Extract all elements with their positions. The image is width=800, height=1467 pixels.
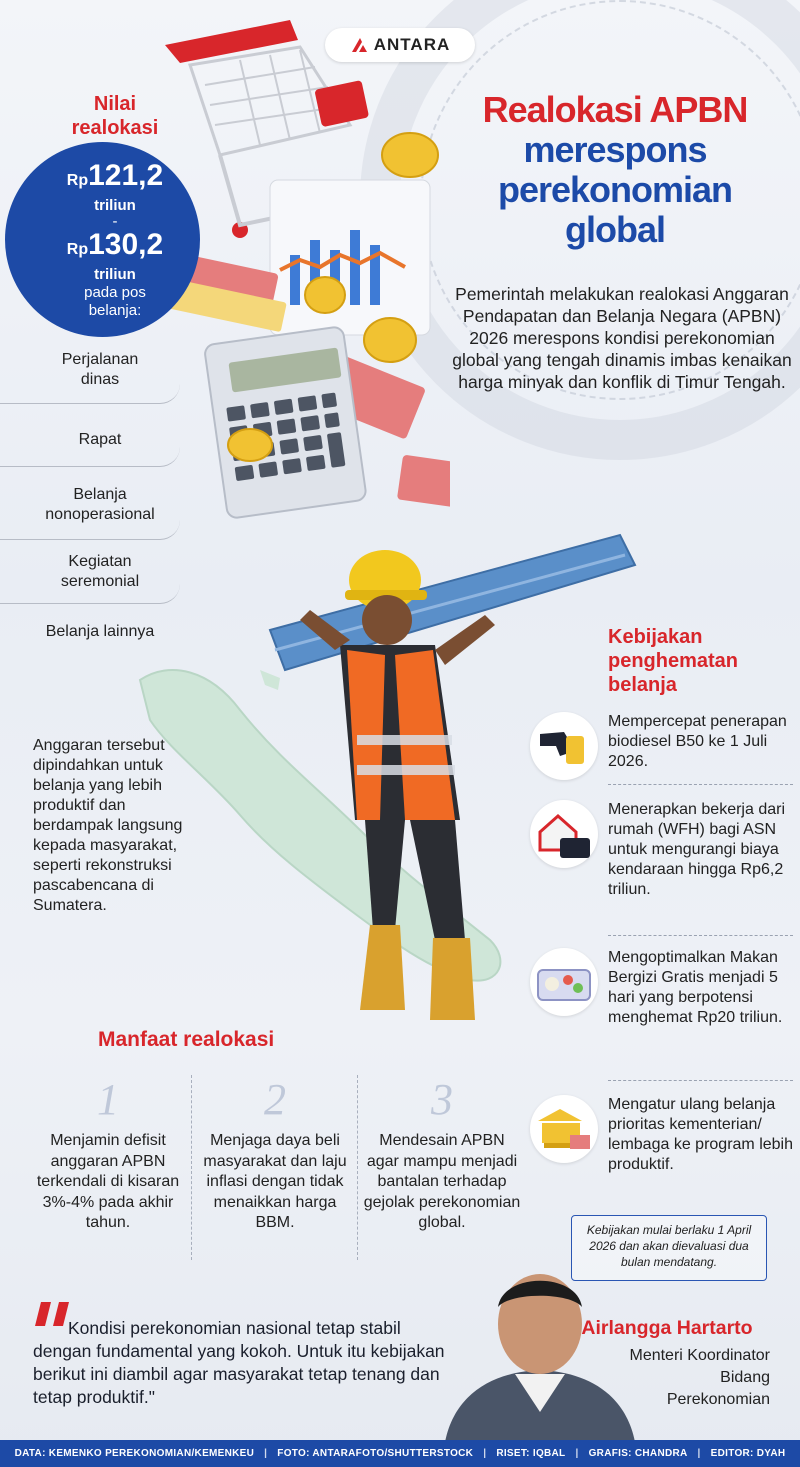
intro-paragraph: Pemerintah melakukan realokasi Anggaran Pendapatan dan Belanja Negara (APBN) 2026 merespons kondisi perekonomian global yang tengah dinamis imbas kenaikan harga minyak dan konflik di Timur Tengah. — [452, 284, 792, 392]
divider — [0, 447, 180, 467]
pos-item-line: Rapat — [78, 431, 122, 448]
pos-item-line: Belanja — [73, 486, 127, 503]
divider — [608, 1080, 793, 1081]
pos-item-line: dinas — [80, 371, 120, 388]
credit-separator: | — [483, 1448, 487, 1459]
divider — [608, 784, 793, 785]
kebijakan-title-line: Kebijakan — [608, 626, 703, 648]
person-role — [600, 1345, 770, 1411]
ministry-cart-icon — [530, 1095, 598, 1163]
kebijakan-item-text: Mempercepat penerapan biodiesel B50 ke 1 Juli 2026. — [608, 713, 787, 770]
kebijakan-title-line: belanja — [608, 674, 677, 696]
kebijakan-title-line: penghematan — [608, 650, 739, 672]
divider — [0, 520, 180, 540]
currency-min: Rp — [66, 172, 89, 189]
manfaat-item — [195, 1075, 355, 1234]
kebijakan-item-text: Menerapkan bekerja dari rumah (WFH) bagi ASN untuk mengurangi biaya kendaraan hingga Rp6,2 triliun. — [608, 801, 785, 898]
pos-belanja-line-2: belanja: — [88, 302, 142, 319]
amount-max — [40, 229, 190, 266]
currency-max: Rp — [66, 241, 89, 258]
manfaat-text: Menjaga daya beli masyarakat dan laju inflasi dengan tidak menaikkan harga BBM. — [203, 1132, 347, 1231]
brand-name: ANTARA — [373, 35, 451, 54]
anggaran-paragraph: Anggaran tersebut dipindahkan untuk belanja yang lebih produktif dan berdampak langsung kepada masyarakat, seperti rekonstruksi pascabencana di Sumatera. — [33, 737, 183, 914]
divider — [0, 584, 180, 604]
pos-item-line: Perjalanan — [61, 351, 139, 368]
nilai-amount-block — [40, 160, 190, 320]
credit-foto: FOTO: ANTARAFOTO/SHUTTERSTOCK — [277, 1448, 474, 1459]
divider — [0, 384, 180, 404]
manfaat-item — [28, 1075, 188, 1234]
person-name: Airlangga Hartarto — [581, 1317, 753, 1339]
kebijakan-item-text: Mengatur ulang belanja prioritas kementerian/ lembaga ke program lebih produktif. — [608, 1096, 793, 1173]
headline-line-2: merespons — [523, 129, 707, 170]
amount-min-unit: triliun — [94, 197, 136, 214]
kebijakan-note: Kebijakan mulai berlaku 1 April 2026 dan akan dievaluasi dua bulan mendatang. — [571, 1215, 767, 1281]
person-role-line: Bidang — [720, 1369, 770, 1386]
kebijakan-item-text: Mengoptimalkan Makan Bergizi Gratis menjadi 5 hari yang berpotensi menghemat Rp20 triliun. — [608, 949, 783, 1026]
manfaat-number: 1 — [97, 1075, 119, 1124]
amount-max-value: 130,2 — [88, 228, 164, 261]
amount-max-unit: triliun — [94, 266, 136, 283]
quote-text — [33, 1317, 453, 1409]
amount-min-value: 121,2 — [88, 159, 164, 192]
person-role-line: Menteri Koordinator — [629, 1347, 770, 1364]
pos-item-line: seremonial — [60, 573, 140, 590]
amount-range-dash: - — [112, 213, 118, 230]
person-role-line: Perekonomian — [666, 1391, 770, 1408]
pos-belanja-item — [0, 485, 200, 525]
boot-icon — [360, 925, 475, 1020]
headline-line-1: Realokasi APBN — [482, 89, 748, 130]
calculator-icon — [204, 326, 367, 519]
nilai-label-line-2: realokasi — [71, 117, 159, 139]
divider — [357, 1075, 358, 1260]
manfaat-item — [362, 1075, 522, 1234]
chart-card-icon — [270, 180, 430, 335]
house-briefcase-icon — [530, 800, 598, 868]
credit-separator: | — [264, 1448, 268, 1459]
manfaat-title: Manfaat realokasi — [98, 1028, 275, 1051]
credit-editor: EDITOR: DYAH — [710, 1448, 786, 1459]
divider — [608, 935, 793, 936]
credits-footer — [0, 1440, 800, 1467]
safety-vest-icon — [340, 645, 460, 820]
kebijakan-title — [608, 625, 793, 697]
fuel-nozzle-icon — [530, 712, 598, 780]
divider — [191, 1075, 192, 1260]
pos-item-line: nonoperasional — [45, 506, 155, 523]
quote-body: Kondisi perekonomian nasional tetap stabil dengan fundamental yang kokoh. Untuk itu kebijakan berikut ini diambil agar masyarakat tetap tenang dan tetap produktif." — [33, 1318, 445, 1407]
credit-grafis: GRAFIS: CHANDRA — [588, 1448, 688, 1459]
manfaat-number: 3 — [431, 1075, 453, 1124]
headline — [440, 90, 790, 250]
credit-data: DATA: KEMENKO PEREKONOMIAN/KEMENKEU — [14, 1448, 255, 1459]
credit-separator: | — [697, 1448, 701, 1459]
nilai-realokasi-label — [40, 92, 190, 140]
pos-item-line: Kegiatan — [68, 553, 132, 570]
nilai-label-line-1: Nilai — [93, 93, 137, 115]
pos-belanja-item — [0, 622, 200, 642]
manfaat-number: 2 — [264, 1075, 286, 1124]
meal-tray-icon — [530, 948, 598, 1016]
amount-min — [40, 160, 190, 197]
headline-line-4: global — [565, 209, 665, 250]
pos-belanja-line-1: pada pos — [84, 284, 146, 301]
pos-item-line: Belanja lainnya — [45, 623, 155, 640]
manfaat-text: Mendesain APBN agar mampu menjadi bantalan terhadap gejolak perekonomian global. — [363, 1132, 521, 1231]
credit-separator: | — [575, 1448, 579, 1459]
headline-line-3: perekonomian — [497, 169, 733, 210]
manfaat-text: Menjamin defisit anggaran APBN terkendali di kisaran 3%-4% pada akhir tahun. — [36, 1132, 180, 1231]
credit-riset: RISET: IQBAL — [496, 1448, 566, 1459]
